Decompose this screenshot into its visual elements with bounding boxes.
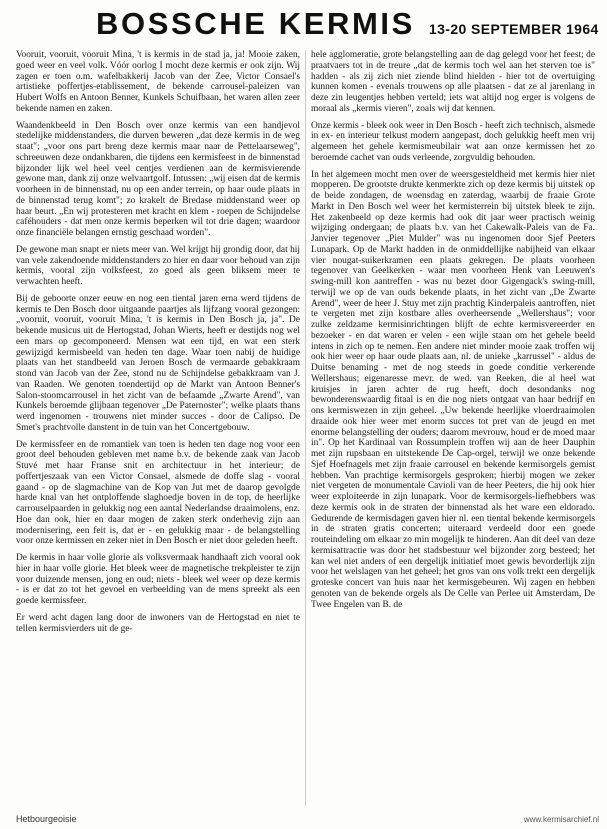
paragraph: hele agglomeratie, grote belangstelling aan de dag gelegd voor het feest; de praatvaers tot in de treure „dat de kermis toch wel aan het sterven toe is" hadden - als zij zich niet ziende blind hielden - hier tot de overtuiging kunnen komen - evenals trouwens op alle plaatsen - dat ze al jarenlang in deze zin leugentjes hebben verteld; iets wat altijd nog erger is volgens de moraal als „kermis vieren", zoals wij dat kennen. [311, 50, 595, 114]
paragraph: De kermis in haar volle glorie als volksvermaak handhaaft zich vooral ook hier in haar volle glorie. Het bleek weer de magnetische trekpleister te zijn voor duizende mensen, jong en oud; niets - bleek wel weer op deze kermis - is er dat zo tot het gevoel en verbeelding van de mens spreekt als een goede kermissfeer. [16, 553, 300, 606]
paragraph: De gewone man snapt er niets meer van. Wel krijgt hij grondig door, dat hij van vele zakendoende middenstanders zo hier en daar voor behoud van zijn kermis, vooral zijn volksfeest, zo goed als geen bliksem meer te verwachten heeft. [16, 244, 300, 287]
paragraph: Onze kermis - bleek ook weer in Den Bosch - heeft zich technisch, alsmede in ex- en interieur telkust modern aangepast, doch gelukkig heeft men vrij algemeen het gehele kermismeubilair wat aan onze kermissen het zo beroemde cachet van ouds verleende, zorgvuldig behouden. [311, 120, 595, 163]
column-divider [305, 50, 306, 806]
event-dates: 13-20 SEPTEMBER 1964 [428, 21, 599, 37]
page-title: BOSSCHE KERMIS [96, 6, 415, 41]
source-watermark: www.kermisarchief.nl [523, 815, 599, 824]
article-column-left [16, 50, 300, 806]
paragraph: De kermissfeer en de romantiek van toen is heden ten dage nog voor een groot deel behouden gebleven met name b.v. de bekende zaak van Jacob Stuvé met haar Franse snit en architectuur in het interieur; de poffertjeszaak van een Victor Consael, alsmede de doffe slag - vooral gaand - op de slagmachine van de Kop van Jut met de daarop gevolgde harde knal van het ontploffende slaghoedje boven in de top, de heerlijke carrouselpaarden in gelukkig nog een aantal Nederlandse draaimolens, enz. Hoe dan ook, hier en daar mogen de zaken sterk onderhevig zijn aan modernisering, een feit is, dat er - en gelukkig maar - de belangstelling voor onze kermissen en zeker niet in Den Bosch er niet door geleden heeft. [16, 439, 300, 547]
paragraph: Bij de geboorte onzer eeuw en nog een tiental jaren erna werd tijdens de kermis te Den Bosch door uitgaande paartjes als lijfzang vooral gezongen: „vooruit, vooruit, vooruit Mina, 't is kermis in Den Bosch ja, ja". De bekende musicus uit de Hertogstad, Johan Wierts, heeft er destijds nog wel een mars op gecomponeerd. Mensen wat een tijd, en wat een sterk gewijzigd kermisbeeld van heden ten dage. Waar toen nabij de huidige plaats van het standbeeld van Jeroen Bosch de vermaarde gebakkraam stond van Jacob van der Zee, stond nu de Schijndelse gebakkraam van J. van Raaden. We genoten toendertijd op de Markt van Antoon Benner's Salon-stoomcarrousel in het zicht van de befaamde „Zwarte Arend", van Kunkels beroemde glijbaan tegenover „De Paternoster"; welke plaats thans werd ingenomen - trouwens niet minder succes - door de Calipso. De Smet's prachtvolle danstent in de tuin van het Concertgebouw. [16, 293, 300, 433]
page-footer [0, 812, 607, 829]
paragraph: Er werd acht dagen lang door de inwoners van de Hertogstad en niet te tellen kermisvierders uit de ge- [16, 612, 300, 634]
article-column-right [311, 50, 595, 806]
paragraph: In het algemeen mocht men over de weersgesteldheid met kermis hier niet mopperen. De grootste drukte kenmerkte zich op deze kermis bij uitstek op de beide zondagen, de woensdag en zaterdag, waarbij de fraaie Grote Markt in Den Bosch wel weer het kermisterrein bij uitstek bleek te zijn. Het zakenbeeld op deze kermis had ook dit jaar weer practisch weinig wijziging ondergaan; de plaats b.v. van het Cakewalk-Paleis van de Fa. Janvier tegenover „Piet Mulder" was nu ingenomen door Sjef Peeters Lunapark. Op de Markt hadden in de onmiddellijke nabijheid van elkaar vier nougat-suikerkramen een plaats gekregen. De plaats voorheen tegenover van Geelkerken - waar men voorheen Henk van Leeuwen's swing-mill kon aantreffen - was nu bezet door Gigengack's swing-mill, terwijl we op de van ouds bekende plaats, in het zicht van „De Zwarte Arend", weer de heer J. Stuy met zijn prachtig Kinderpaleis aantroffen, niet te vergeten met zijn kostbare alles overheersende „Wellershaus"; voor zulke zeldzame kermisinrichtingen blijft de echte kermisvereerder en bezoeker - en dat waren er velen - een wijle staan om het gehele beeld intens in zich op te nemen. Een andere niet minder mooie zaak troffen wij ook hier weer op haar oude plaats aan, nl. de unieke „karrussel" - aldus de Duitse benaming - met de nog steeds in goede conditie verkerende Wellershaus; eigenaresse mevr. de wed. van Reeken, die al heel wat kruisjes in jaren achter de rug heeft, doch desondanks nog bewonderenswaardig fitaal is en die nog niets ontgaat van haar bedrijf en ons kermiswezen in zijn geheel. „Uw bekende heerlijke vloerdraaimolen draaide ook hier weer met enorm succes tot pret van de jeugd en met enorme belangstelling der ouders; daarom mevrouw, houd er de moed maar in". Op het Kardinaal van Rossumplein troffen wij aan de heer Dauphin met zijn rupsbaan en uitstekende De Cap-orgel, terwijl we onze bekende Sjef Hoefnagels met zijn fraaie carrousel en bekende kermisorgels gemist hebben. Van prachtige kermisorgels gesproken; hierbij mogen we zeker niet vergeten de monumentale Cavioli van de heer Peeters, die hij ook hier weer exploiteerde in zijn lunapark. Voor de kermisorgels-liefhebbers was deze kermis ook in de straten der binnenstad als het ware een eldorado. Gedurende de kermisdagen gaven hier nl. een tiental bekende kermisorgels in de straten gratis concerten; uiteraard verdeeld door een goede routeindeling om elkaar zo min mogelijk te hinderen. Aan dit deel van deze kermisattractie was door het stadsbestuur wel bijzonder zorg besteed; het kan wel niet anders of een dergelijk initiatief moet gewis bevorderlijk zijn voor het welslagen van het geheel; het gros van ons volk trekt een dergelijk groteske concert van huis naar het kermisgebeuren. Wij zagen en hebben genoten van de bekende orgels als De Celle van Perlee uit Amsterdam, De Twee Engelen van B. de [311, 169, 595, 610]
paragraph: Vooruit, vooruit, vooruit Mina, 't is kermis in de stad ja, ja! Mooie zaken, goed weer en veel volk. Vóór oorlog I mocht deze kermis er ook zijn. Wij zagen er toen o.m. wafelbakkerij Jacob van der Zee, Victor Consael's artistieke poffertjes-etablissement, de bekende carrousel-paleizen van Hubert Wolfs en Antoon Benner, Kunkels Schuifbaan, het waren allen zeer bekende namen en zaken. [16, 50, 300, 114]
paragraph: Waandenkbeeld in Den Bosch over onze kermis van een handjevol stedelijke middenstanders, die durven beweren „dat deze kermis in de weg staat"; „voor ons part breng deze kermis maar naar de Pettelaarseweg", schreeuwen deze ondankbaren, die tijdens een kermisfeest in de binnenstad bijzonder lijk wel heel veel centjes verdienen aan de kermisvierende gewone man, dank zij onze welvaartgolf. Intussen: „wij eisen dat de kermis voorheen in de binnenstad, nu op een ander terrein, op haar oude plaats in de binnenstad terug komt"; zo krakelt de Bredase middenstand weer op haar beurt. „En wij protesteren met kracht en klem - roepen de Schijndelse caféhouders - dat men onze kermis beperken wil tot drie dagen; waardoor onze financiële belangen ernstig geschaad worden". [16, 120, 300, 238]
footer-left-text: Hetbourgeoisie [16, 814, 77, 824]
masthead [96, 6, 599, 44]
